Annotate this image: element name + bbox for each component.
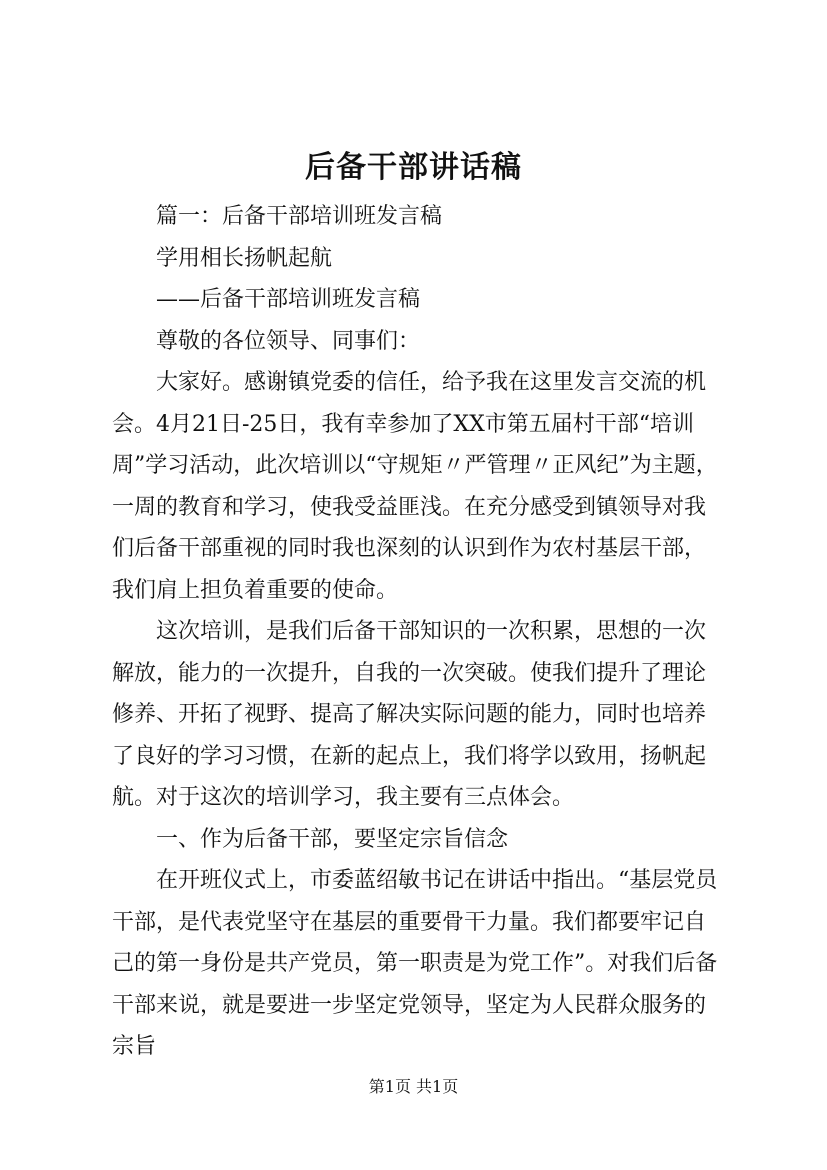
point-heading-1: 一、作为后备干部，要坚定宗旨信念 bbox=[156, 826, 509, 852]
document-title: 后备干部讲话稿 bbox=[305, 150, 522, 185]
paragraph-opening-ceremony: 在开班仪式上，市委蓝绍敏书记在讲话中指出。“基层党员干部，是代表党坚守在基层的重要骨干力量。我们都要牢记自己的第一身份是共产党员，第一职责是为党工作”。对我们后备干部来说，就是要进一步坚定党领导，坚定为人民群众服务的宗旨 bbox=[112, 868, 718, 1059]
paragraph-training: 这次培训，是我们后备干部知识的一次积累，思想的一次解放，能力的一次提升，自我的一次突破。使我们提升了理论修养、开拓了视野、提高了解决实际问题的能力，同时也培养了良好的学习习惯，在新的起点上，我们将学以致用，扬帆起航。对于这次的培训学习，我主要有三点体会。 bbox=[112, 619, 707, 810]
section-heading: 篇一：后备干部培训班发言稿 bbox=[156, 204, 443, 229]
document-body bbox=[112, 196, 722, 1068]
salutation: 尊敬的各位领导、同事们： bbox=[156, 328, 421, 354]
page-footer: 第1页 共1页 bbox=[368, 1077, 459, 1096]
speech-title: 学用相长扬帆起航 bbox=[156, 245, 333, 271]
paragraph-greeting: 大家好。感谢镇党委的信任，给予我在这里发言交流的机会。4月21日-25日，我有幸参加了XX市第五届村干部“培训周”学习活动，此次培训以“守规矩〃严管理〃正风纪”为主题，一周的教育和学习，使我受益匪浅。在充分感受到镇领导对我们后备干部重视的同时我也深刻的认识到作为农村基层干部，我们肩上担负着重要的使命。 bbox=[112, 370, 718, 603]
speech-subtitle: ——后备干部培训班发言稿 bbox=[156, 287, 421, 312]
